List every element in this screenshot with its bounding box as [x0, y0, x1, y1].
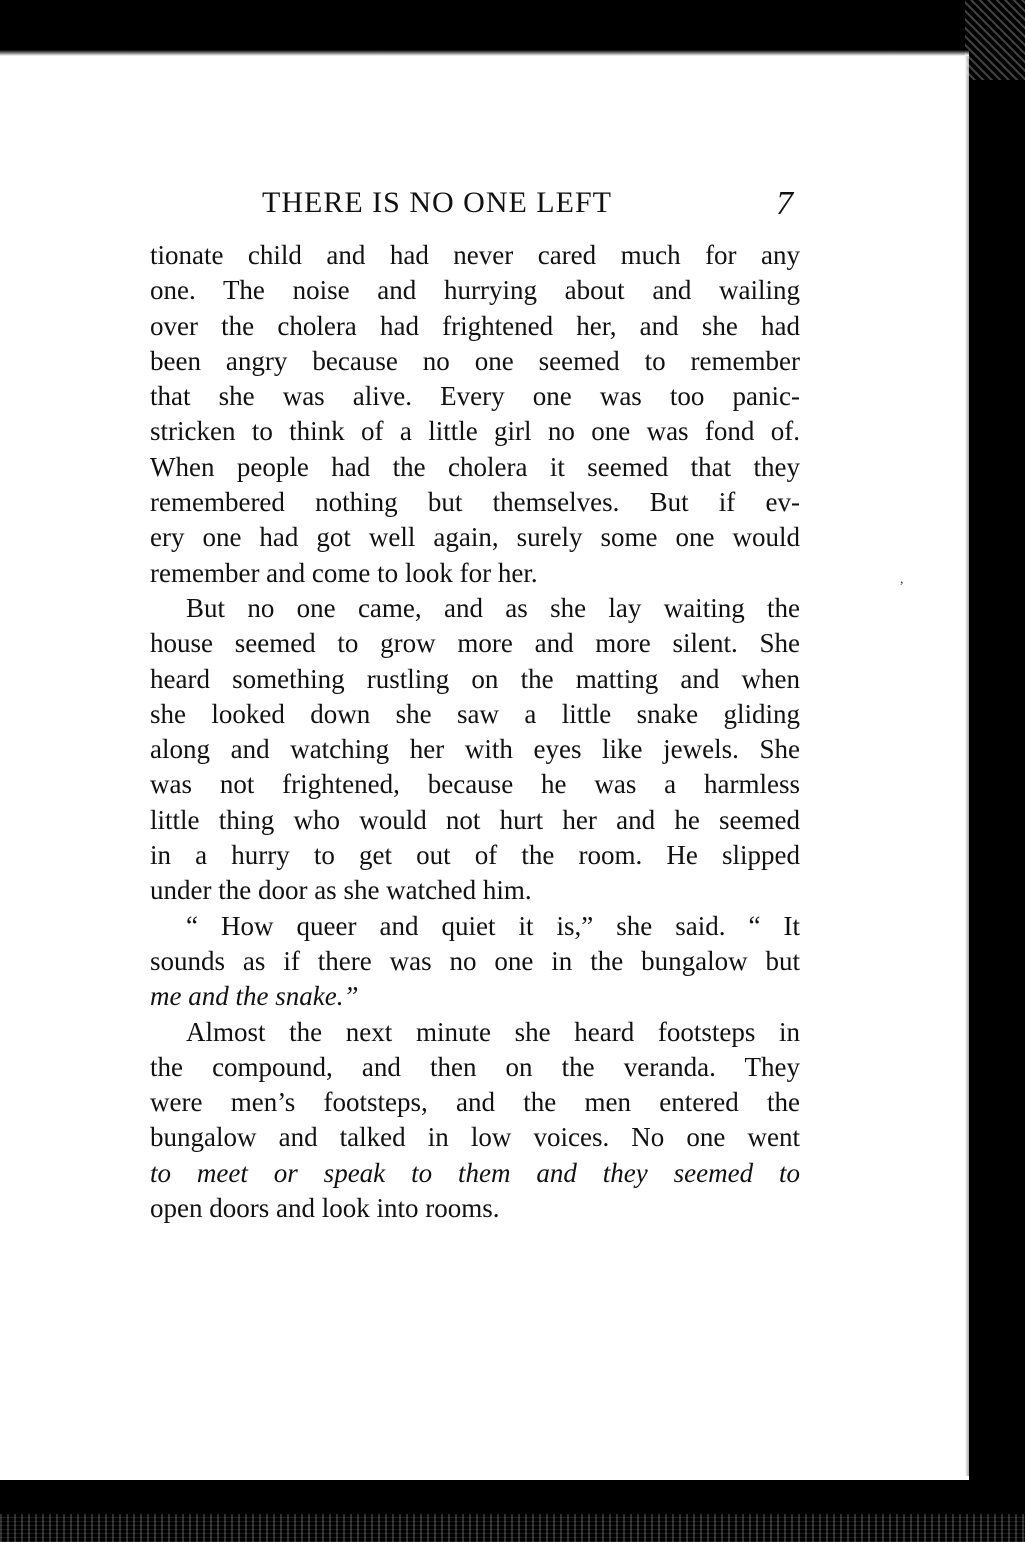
- scan-border-right: [969, 0, 1025, 1542]
- text-line: remember and come to look for her.: [150, 557, 538, 588]
- text-line: was not frightened, because he was a harmless: [150, 769, 800, 800]
- text-line: When people had the cholera it seemed that they: [150, 451, 800, 482]
- text-line: one. The noise and hurrying about and wailing: [150, 275, 800, 306]
- text-line: But no one came, and as she lay waiting the: [186, 592, 800, 623]
- text-line: she looked down she saw a little snake gliding: [150, 698, 800, 729]
- body-text: [150, 238, 800, 1226]
- text-line: little thing who would not hurt her and he seemed: [150, 804, 800, 835]
- text-line: were men’s footsteps, and the men entered the: [150, 1087, 800, 1118]
- text-line: heard something rustling on the matting and when: [150, 663, 800, 694]
- text-line: stricken to think of a little girl no one was fond of.: [150, 416, 800, 447]
- text-line: remembered nothing but themselves. But if ev-: [150, 487, 800, 518]
- scan-border-top-shadow: [0, 50, 1025, 56]
- text-line: bungalow and talked in low voices. No one went: [150, 1122, 800, 1153]
- text-line: tionate child and had never cared much for any: [150, 240, 800, 270]
- text-line: house seemed to grow more and more silent. She: [150, 628, 800, 659]
- text-line: over the cholera had frightened her, and she had: [150, 310, 800, 341]
- text-line: been angry because no one seemed to remember: [150, 345, 800, 376]
- scan-border-top: [0, 0, 1025, 50]
- text-line: sounds as if there was no one in the bungalow but: [150, 945, 800, 976]
- text-line: along and watching her with eyes like jewels. She: [150, 734, 800, 765]
- scan-corner-artifact: [965, 0, 1025, 80]
- text-line: under the door as she watched him.: [150, 875, 532, 906]
- scan-bottom-artifact: [0, 1514, 1025, 1542]
- scan-border-bottom: [0, 1480, 1025, 1542]
- text-line: the compound, and then on the veranda. They: [150, 1051, 800, 1082]
- text-line: open doors and look into rooms.: [150, 1193, 500, 1224]
- page-number: 7: [776, 185, 793, 222]
- text-line: “ How queer and quiet it is,” she said. “ It: [186, 910, 800, 941]
- text-line: Almost the next minute she heard footsteps in: [186, 1016, 800, 1047]
- scan-speck: ,: [900, 572, 904, 587]
- text-line: me and the snake.”: [150, 981, 359, 1012]
- running-head: THERE IS NO ONE LEFT: [262, 186, 612, 219]
- text-line: that she was alive. Every one was too panic-: [150, 381, 800, 412]
- text-line: to meet or speak to them and they seemed to: [150, 1157, 800, 1188]
- text-line: ery one had got well again, surely some one would: [150, 522, 800, 553]
- text-line: in a hurry to get out of the room. He slipped: [150, 840, 800, 871]
